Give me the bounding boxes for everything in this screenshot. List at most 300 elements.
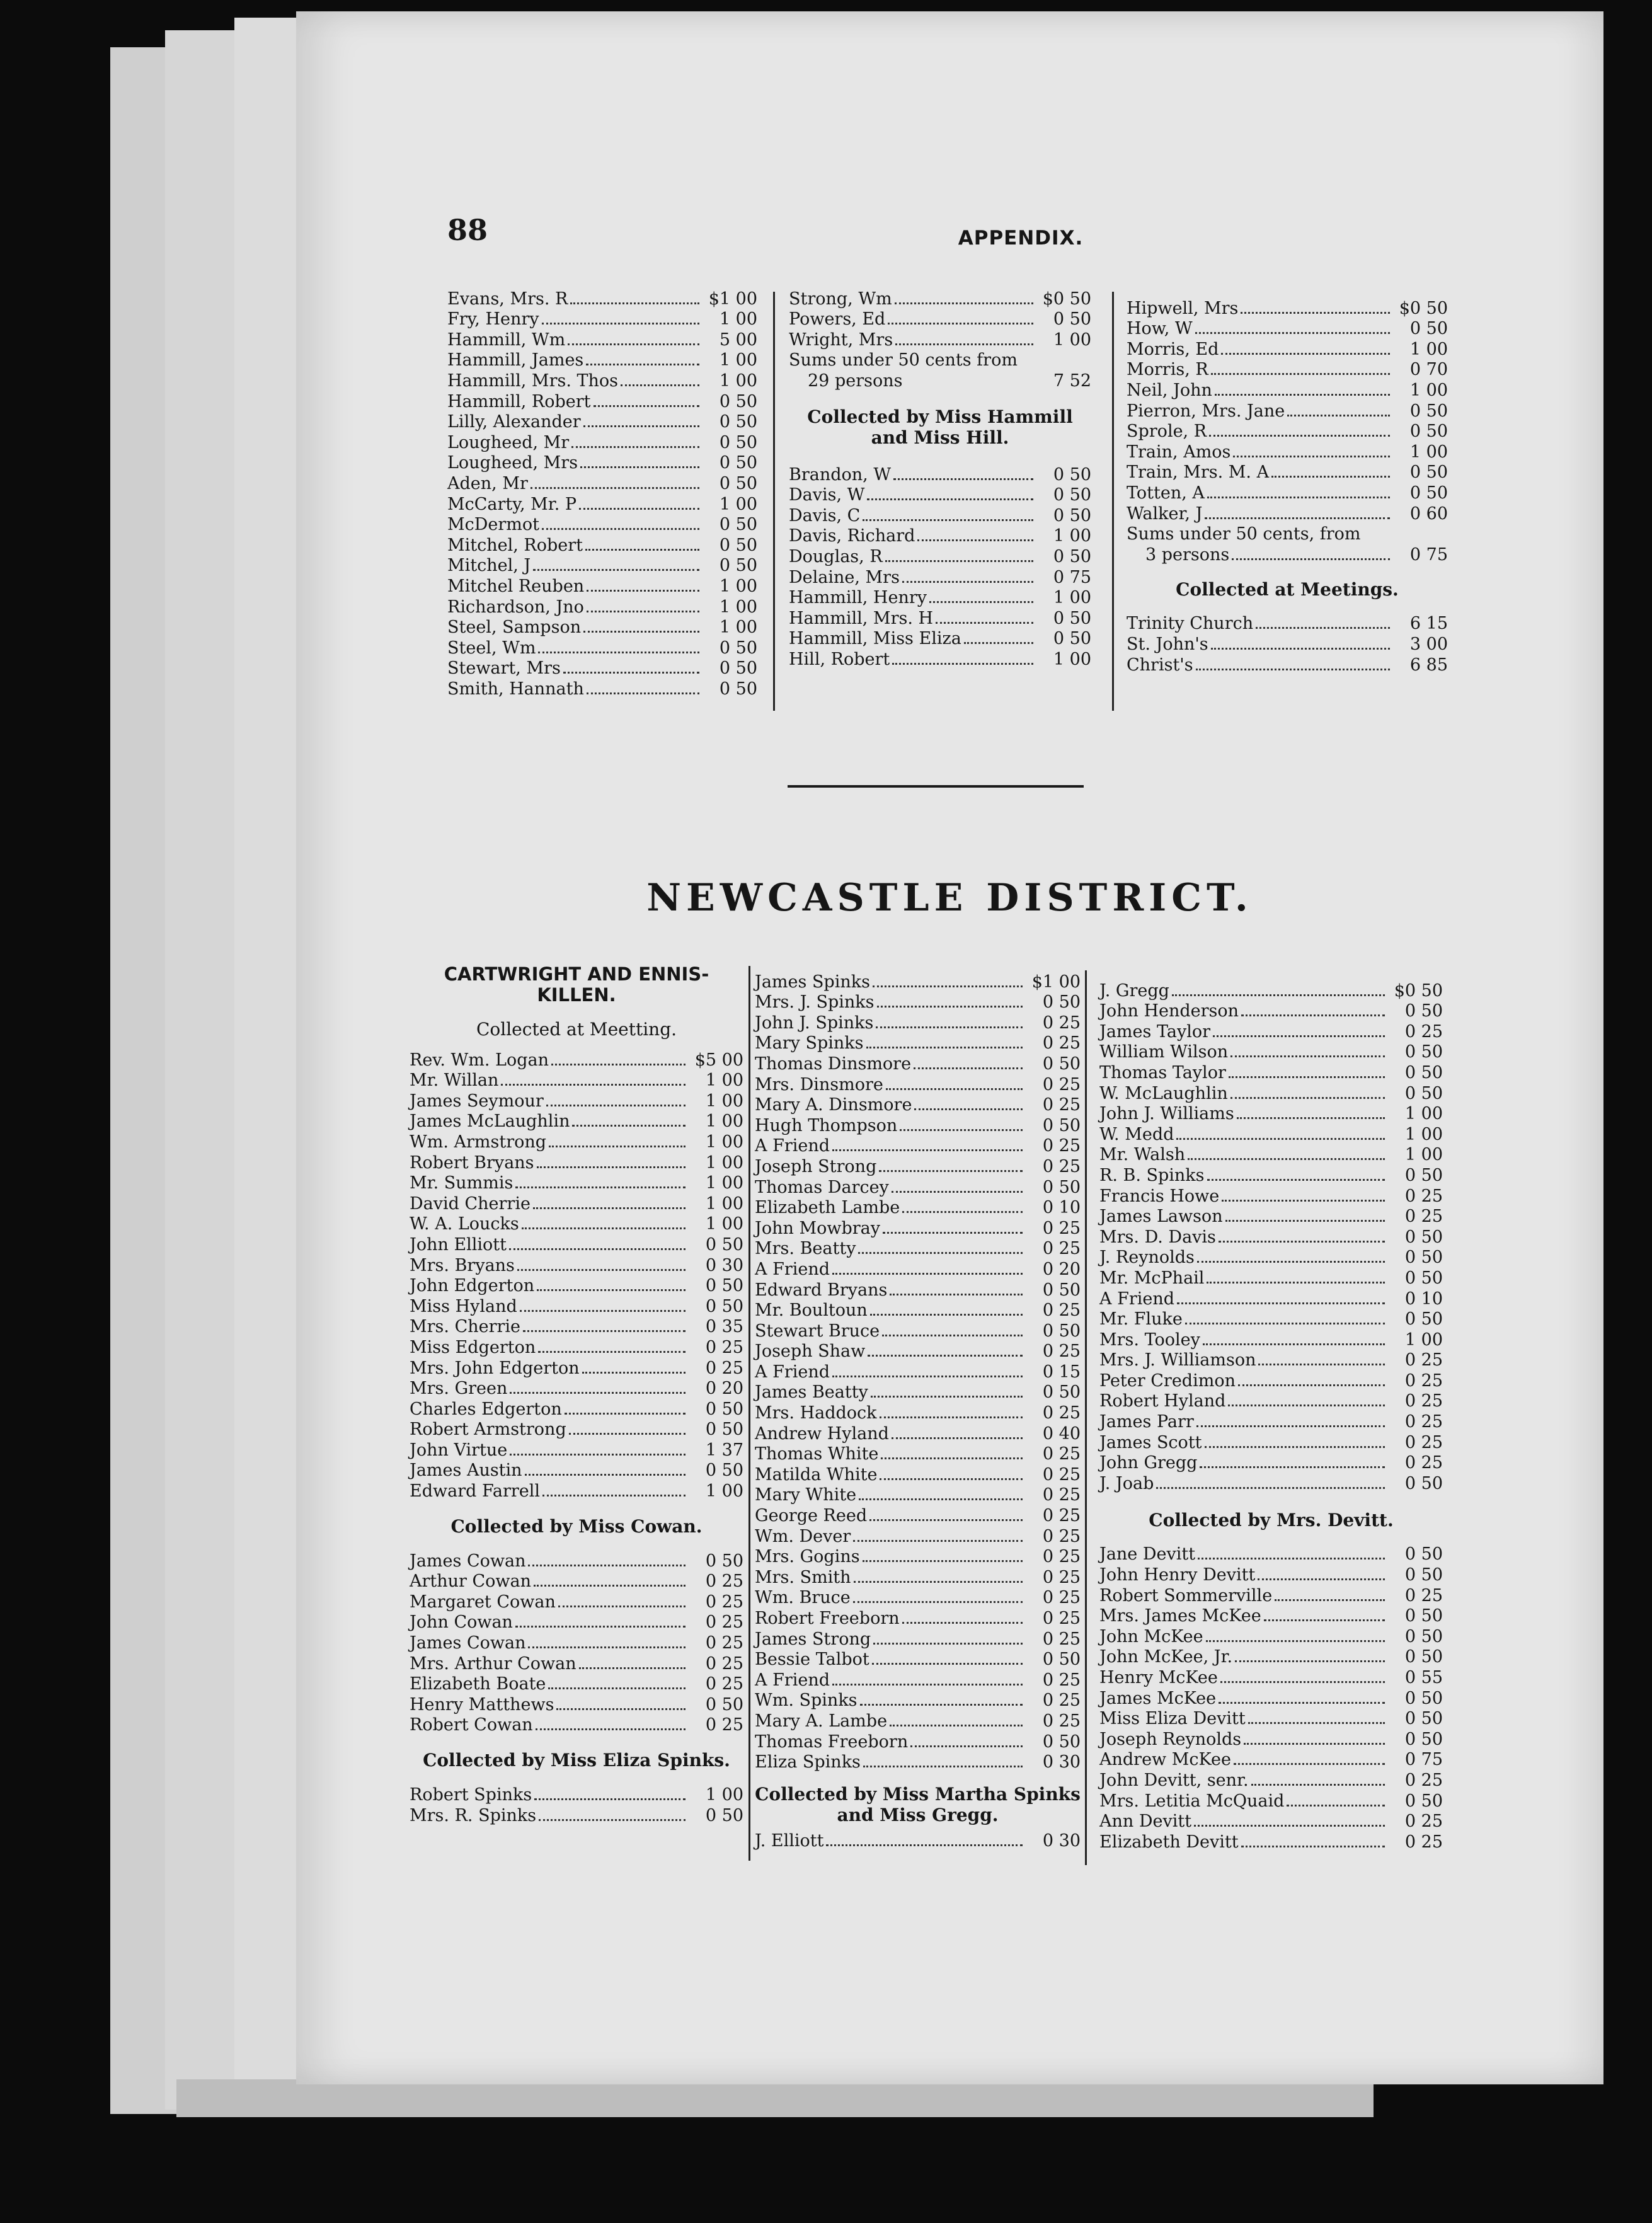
entry-row	[410, 1592, 743, 1612]
sums-amount: 7 52	[1053, 370, 1091, 391]
leader-dots	[858, 1252, 1023, 1254]
collector-heading: Collected at Meetings.	[1176, 578, 1399, 600]
entry-name: J. Elliott	[755, 1830, 824, 1851]
entry-row	[1127, 442, 1448, 462]
entry-name: John Henry Devitt	[1099, 1565, 1256, 1585]
entry-name: Mitchel, Robert	[447, 535, 583, 555]
entry-amount: 1 00	[1409, 380, 1448, 400]
entry-amount: 1 00	[705, 1071, 743, 1091]
entry-name: Hammill, Wm	[447, 330, 566, 350]
entry-amount: 0 25	[1042, 1588, 1081, 1608]
entry-amount: 0 50	[1042, 1280, 1081, 1300]
leader-dots	[1195, 332, 1390, 334]
entry-amount: 0 30	[1042, 1752, 1081, 1772]
entry-amount: 1 00	[1053, 330, 1091, 350]
entry-name: James Spinks	[755, 972, 870, 992]
entry-amount: 0 50	[719, 391, 757, 411]
entry-name: John Devitt, senr.	[1099, 1770, 1249, 1790]
entry-name: Smith, Hannath	[447, 679, 584, 699]
entry-name: St. John's	[1127, 634, 1208, 654]
leader-dots	[877, 1006, 1023, 1008]
entry-row	[755, 1403, 1081, 1423]
entry-row	[755, 1156, 1081, 1177]
entry-row	[789, 588, 1091, 609]
entry-row	[755, 1239, 1081, 1260]
entry-row	[755, 1650, 1081, 1670]
entry-amount: 0 50	[1409, 319, 1448, 339]
entry-name: James Taylor	[1099, 1021, 1211, 1042]
entry-name: Totten, A	[1127, 483, 1205, 503]
entry-name: James Austin	[410, 1461, 522, 1481]
entry-name: Matilda White	[755, 1464, 878, 1485]
entry-row	[1099, 1104, 1443, 1125]
entry-row	[410, 1255, 743, 1276]
entry-row	[1099, 1350, 1443, 1371]
entry-amount: 0 50	[1042, 1382, 1081, 1403]
entry-amount: 0 50	[1042, 1054, 1081, 1074]
entry-amount: 0 50	[1409, 483, 1448, 503]
entry-name: Thomas Taylor	[1099, 1062, 1226, 1083]
entry-amount: $1 00	[708, 289, 757, 309]
entry-amount: 0 25	[1042, 1547, 1081, 1567]
leader-dots	[1194, 1825, 1385, 1827]
entry-amount: 0 25	[1404, 1812, 1443, 1832]
entry-row	[755, 1670, 1081, 1691]
entry-amount: 0 25	[1042, 1341, 1081, 1362]
entry-row	[447, 679, 757, 699]
entry-name: Mr. Willan	[410, 1071, 499, 1091]
leader-dots	[517, 1269, 685, 1271]
column-rule	[773, 292, 775, 711]
entry-name: Mr. McPhail	[1099, 1268, 1205, 1288]
entry-name: Miss Hyland	[410, 1296, 517, 1316]
entry-amount: 0 50	[719, 638, 757, 658]
leader-dots	[579, 1667, 685, 1669]
document-page	[296, 11, 1603, 2084]
leader-dots	[888, 323, 1033, 325]
entry-row	[1099, 1227, 1443, 1248]
entry-name: Elizabeth Boate	[410, 1674, 546, 1694]
entry-amount: 0 50	[1404, 1248, 1443, 1268]
district-column-2	[755, 972, 1081, 1851]
column-rule	[1112, 292, 1114, 711]
leader-dots	[914, 1067, 1023, 1069]
entry-amount: 0 50	[1404, 1042, 1443, 1062]
entry-name: John Elliott	[410, 1234, 507, 1255]
entry-row	[1099, 1165, 1443, 1186]
entry-name: How, W	[1127, 319, 1193, 339]
leader-dots	[895, 302, 1033, 304]
leader-dots	[902, 1211, 1023, 1213]
entry-row	[1127, 483, 1448, 503]
entry-row	[410, 1571, 743, 1592]
entry-row	[1099, 1124, 1443, 1145]
entry-amount: 1 00	[705, 1214, 743, 1234]
entry-amount: 0 50	[719, 535, 757, 555]
entry-name: Mrs. Bryans	[410, 1255, 515, 1275]
entry-amount: 6 15	[1409, 614, 1448, 634]
entry-row	[789, 464, 1091, 485]
entry-row	[755, 1218, 1081, 1239]
entry-row	[410, 1653, 743, 1674]
entry-name: Mrs. Arthur Cowan	[410, 1653, 576, 1674]
entry-amount: 0 20	[1042, 1259, 1081, 1279]
entry-row	[1099, 1248, 1443, 1268]
entry-amount: 0 50	[705, 1805, 743, 1825]
entry-name: J. Gregg	[1099, 980, 1169, 1001]
entry-name: Robert Hyland	[1099, 1391, 1226, 1411]
leader-dots	[892, 1437, 1023, 1439]
entry-amount: 0 55	[1404, 1668, 1443, 1687]
leader-dots	[556, 1708, 685, 1710]
entry-row	[1099, 1062, 1443, 1083]
page-number: 88	[447, 213, 488, 247]
leader-dots	[1207, 1282, 1385, 1284]
leader-dots	[523, 1330, 685, 1332]
entry-amount: 0 25	[705, 1653, 743, 1674]
entry-row	[755, 1526, 1081, 1547]
entry-amount: 0 50	[705, 1276, 743, 1296]
entry-amount: 0 50	[719, 556, 757, 576]
entry-row	[447, 494, 757, 515]
entry-amount: 0 50	[1053, 309, 1091, 330]
entry-name: W. McLaughlin	[1099, 1083, 1228, 1103]
leader-dots	[892, 1191, 1023, 1193]
entry-row	[410, 1612, 743, 1633]
entry-row	[1099, 1268, 1443, 1289]
district-title: NEWCASTLE DISTRICT.	[646, 876, 1253, 920]
entry-row	[755, 1177, 1081, 1198]
entry-name: Thomas Dinsmore	[755, 1054, 912, 1074]
leader-dots	[537, 1289, 685, 1291]
entry-row	[789, 629, 1091, 650]
leader-dots	[1215, 394, 1390, 396]
entry-name: Walker, J	[1127, 503, 1203, 524]
leader-dots	[853, 1601, 1023, 1603]
entry-amount: 0 50	[705, 1694, 743, 1715]
leader-dots	[1234, 1763, 1385, 1765]
district-column-1	[410, 964, 743, 1826]
entry-name: Mr. Summis	[410, 1173, 513, 1193]
sums-persons: 29 persons	[808, 370, 903, 391]
leader-dots	[860, 1704, 1023, 1706]
entry-name: Elizabeth Lambe	[755, 1198, 900, 1218]
leader-dots	[542, 323, 699, 325]
entry-amount: 0 50	[1409, 401, 1448, 421]
entry-row	[1127, 319, 1448, 340]
entry-row	[789, 526, 1091, 547]
entry-amount: 0 25	[1042, 1506, 1081, 1526]
entry-amount: 0 25	[1042, 1218, 1081, 1238]
leader-dots	[872, 1663, 1023, 1665]
entry-row	[1099, 1001, 1443, 1022]
leader-dots	[549, 1146, 685, 1147]
entry-amount: 0 60	[1409, 503, 1448, 524]
entry-row	[1127, 655, 1448, 675]
entry-name: John Cowan	[410, 1612, 513, 1633]
entry-row	[410, 1214, 743, 1235]
leader-dots	[1207, 1179, 1385, 1181]
entry-row	[1099, 1207, 1443, 1227]
leader-dots	[509, 1248, 685, 1250]
entry-row	[447, 453, 757, 474]
entry-row	[1099, 1606, 1443, 1627]
entry-name: Pierron, Mrs. Jane	[1127, 401, 1285, 421]
entry-name: Stewart Bruce	[755, 1321, 880, 1341]
leader-dots	[528, 1565, 685, 1566]
entry-amount: 0 25	[1404, 1370, 1443, 1391]
leader-dots	[551, 1064, 685, 1066]
entry-amount: 0 75	[1053, 567, 1091, 587]
entry-name: Mrs. Smith	[755, 1567, 851, 1587]
entry-row	[755, 1608, 1081, 1629]
entry-row	[447, 432, 757, 453]
column-rule	[749, 966, 750, 1861]
entry-amount: 0 50	[1042, 1177, 1081, 1197]
entry-name: James Seymour	[410, 1091, 544, 1111]
leader-dots	[1264, 1619, 1385, 1621]
entry-amount: 0 50	[1404, 1626, 1443, 1646]
entry-amount: 0 25	[1042, 1136, 1081, 1156]
entry-amount: 1 00	[719, 309, 757, 330]
leader-dots	[537, 1166, 685, 1168]
entry-name: Morris, Ed	[1127, 339, 1219, 359]
leader-dots	[1230, 1055, 1385, 1057]
entry-amount: 0 25	[1404, 1412, 1443, 1432]
entry-amount: 0 25	[705, 1715, 743, 1735]
entry-name: James McLaughlin	[410, 1112, 570, 1132]
entry-name: Ann Devitt	[1099, 1812, 1192, 1832]
entry-row	[1099, 1688, 1443, 1709]
leader-dots	[1185, 1323, 1385, 1324]
entry-amount: 0 50	[1404, 1544, 1443, 1565]
entry-row	[755, 1301, 1081, 1321]
entry-row	[410, 1193, 743, 1214]
entry-row	[1099, 1770, 1443, 1791]
entry-amount: 0 50	[1053, 629, 1091, 649]
leader-dots	[1198, 1558, 1385, 1560]
leader-dots	[587, 590, 699, 592]
entry-amount: 0 50	[1404, 1227, 1443, 1247]
entry-name: R. B. Spinks	[1099, 1165, 1205, 1185]
leader-dots	[587, 611, 699, 612]
entry-name: Douglas, R	[789, 546, 883, 566]
leader-dots	[832, 1376, 1023, 1377]
entry-amount: 0 50	[1404, 1791, 1443, 1811]
entry-row	[755, 1136, 1081, 1157]
entry-name: Joseph Shaw	[755, 1341, 866, 1362]
entry-amount: 0 50	[1404, 1268, 1443, 1288]
entry-amount: 1 00	[1409, 339, 1448, 359]
entry-amount: 1 00	[705, 1193, 743, 1214]
leader-dots	[902, 581, 1033, 583]
entry-row	[755, 1362, 1081, 1382]
leader-dots	[881, 1457, 1023, 1459]
leader-dots	[1207, 497, 1390, 498]
entry-row	[1099, 1083, 1443, 1104]
leader-dots	[1230, 1097, 1385, 1099]
entry-amount: 0 50	[719, 658, 757, 679]
entry-amount: 0 50	[719, 679, 757, 699]
leader-dots	[585, 549, 699, 551]
appendix-column-1	[447, 289, 757, 699]
entry-row	[1127, 503, 1448, 524]
entry-row	[755, 992, 1081, 1013]
entry-row	[410, 1276, 743, 1297]
leader-dots	[1256, 627, 1390, 629]
leader-dots	[1251, 1784, 1385, 1786]
district-column-3	[1099, 980, 1443, 1852]
entry-name: Henry Matthews	[410, 1694, 554, 1715]
leader-dots	[914, 1108, 1023, 1110]
entry-amount: 0 50	[1042, 992, 1081, 1013]
entry-amount: 0 25	[1404, 1432, 1443, 1452]
entry-amount: 0 25	[1042, 1033, 1081, 1054]
entry-row	[755, 1505, 1081, 1526]
entry-amount: 0 10	[1042, 1198, 1081, 1218]
entry-amount: 1 00	[1053, 649, 1091, 669]
entry-amount: 0 75	[1404, 1750, 1443, 1770]
leader-dots	[886, 1088, 1023, 1090]
entry-row	[755, 1485, 1081, 1506]
entry-row	[1099, 1289, 1443, 1309]
entry-row	[410, 1173, 743, 1194]
leader-dots	[586, 364, 699, 365]
entry-name: Mrs. Dinsmore	[755, 1074, 883, 1094]
entry-amount: 1 00	[1404, 1330, 1443, 1350]
entry-amount: $1 00	[1031, 972, 1081, 992]
leader-dots	[583, 631, 699, 633]
leader-dots	[893, 478, 1033, 480]
entry-name: Mrs. James McKee	[1099, 1606, 1261, 1626]
entry-amount: 0 25	[1042, 1629, 1081, 1649]
entry-amount: 0 50	[1404, 1606, 1443, 1626]
leader-dots	[832, 1684, 1023, 1686]
entry-amount: 0 50	[1404, 1062, 1443, 1083]
leader-dots	[1287, 1805, 1385, 1807]
leader-dots	[515, 1626, 685, 1628]
leader-dots	[859, 1498, 1023, 1500]
entry-name: Mrs. Gogins	[755, 1547, 860, 1567]
entry-amount: 1 00	[719, 494, 757, 514]
entry-name: Thomas White	[755, 1444, 879, 1464]
leader-dots	[869, 1519, 1023, 1521]
leader-dots	[534, 1798, 685, 1800]
entry-row	[447, 370, 757, 391]
entry-name: Elizabeth Devitt	[1099, 1832, 1239, 1852]
entry-row	[755, 1567, 1081, 1588]
entry-amount: 1 00	[1053, 588, 1091, 608]
entry-name: Train, Mrs. M. A	[1127, 462, 1270, 483]
entry-amount: 0 25	[1042, 1239, 1081, 1259]
entry-amount: 1 00	[705, 1481, 743, 1502]
entry-row	[410, 1420, 743, 1440]
entry-name: Mrs. Tooley	[1099, 1330, 1200, 1350]
entry-name: James Parr	[1099, 1412, 1194, 1432]
entry-row	[755, 1629, 1081, 1650]
entry-amount: 0 25	[1042, 1670, 1081, 1690]
entry-name: Davis, Richard	[789, 526, 915, 546]
entry-amount: 0 25	[705, 1358, 743, 1378]
entry-amount: 0 50	[1042, 1732, 1081, 1752]
leader-dots	[1287, 415, 1390, 416]
entry-amount: 0 25	[705, 1633, 743, 1653]
leader-dots	[501, 1084, 685, 1086]
leader-dots	[1233, 456, 1390, 457]
leader-dots	[1219, 1702, 1385, 1704]
entry-row	[1127, 634, 1448, 655]
entry-amount: 0 25	[1042, 1013, 1081, 1033]
entry-row	[447, 412, 757, 433]
entry-row	[1099, 1432, 1443, 1453]
entry-row	[447, 638, 757, 658]
entry-name: A Friend	[755, 1362, 830, 1382]
entry-name: Jane Devitt	[1099, 1544, 1196, 1565]
collector-heading: Collected by Miss Martha Spinks and Miss Gregg.	[755, 1784, 1081, 1826]
entry-amount: 0 25	[705, 1674, 743, 1694]
entry-name: Aden, Mr	[447, 473, 528, 493]
entry-row	[1099, 1647, 1443, 1668]
entry-row	[410, 1805, 743, 1826]
entry-row	[410, 1358, 743, 1379]
entry-row	[447, 556, 757, 577]
entry-name: Hammill, Mrs. H	[789, 608, 934, 628]
entry-name: Edward Bryans	[755, 1280, 888, 1300]
entry-amount: 0 50	[1409, 422, 1448, 442]
entry-name: Francis Howe	[1099, 1186, 1220, 1206]
entry-row	[1099, 1370, 1443, 1391]
leader-dots	[868, 1355, 1023, 1357]
entry-row	[410, 1379, 743, 1399]
entry-row	[447, 535, 757, 556]
entry-row	[1099, 1729, 1443, 1750]
entry-row	[755, 1259, 1081, 1280]
entry-amount: 1 00	[705, 1112, 743, 1132]
entry-amount: 0 25	[705, 1612, 743, 1633]
entry-amount: 0 40	[1042, 1423, 1081, 1444]
leader-dots	[548, 1687, 685, 1689]
leader-dots	[579, 508, 699, 510]
entry-name: Strong, Wm	[789, 289, 892, 309]
leader-dots	[510, 1454, 685, 1456]
running-header: APPENDIX.	[958, 227, 1084, 250]
entry-name: Mr. Walsh	[1099, 1145, 1186, 1165]
entry-name: Robert Sommerville	[1099, 1585, 1273, 1605]
entry-row	[447, 330, 757, 350]
leader-dots	[1241, 312, 1390, 314]
leader-dots	[1244, 1743, 1385, 1745]
entry-name: John Gregg	[1099, 1453, 1198, 1473]
entry-amount: 0 50	[1404, 1565, 1443, 1585]
leader-dots	[863, 1560, 1023, 1562]
entry-row	[1127, 401, 1448, 422]
entry-row	[1099, 1453, 1443, 1474]
entry-amount: 0 50	[1404, 1309, 1443, 1330]
entry-name: Hammill, Miss Eliza	[789, 629, 961, 649]
entry-name: James Strong	[755, 1629, 871, 1649]
entry-amount: 0 25	[1042, 1095, 1081, 1115]
leader-dots	[546, 1105, 685, 1106]
entry-amount: 0 10	[1404, 1289, 1443, 1309]
entry-row	[755, 972, 1081, 992]
entry-name: Hammill, Henry	[789, 588, 927, 608]
entry-amount: 0 25	[1042, 1403, 1081, 1423]
entry-name: John Virtue	[410, 1440, 508, 1460]
entry-name: Robert Freeborn	[755, 1609, 900, 1628]
entry-name: Robert Spinks	[410, 1785, 532, 1805]
leader-dots	[583, 425, 699, 427]
section-divider	[788, 785, 1084, 788]
